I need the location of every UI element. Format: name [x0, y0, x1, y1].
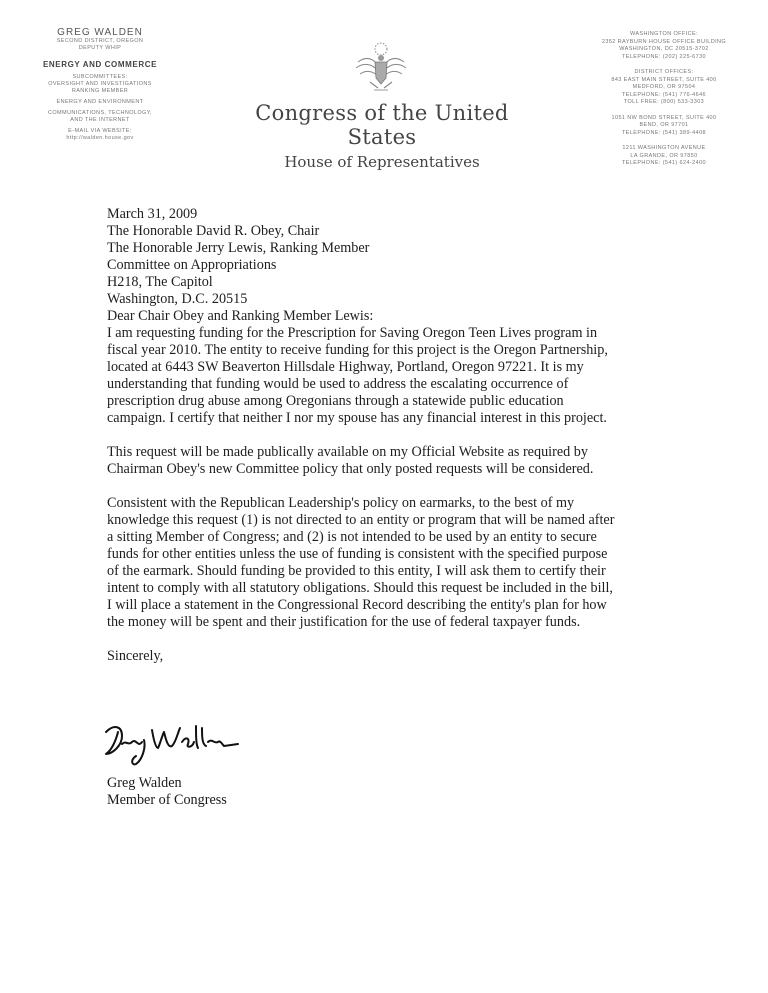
- paragraph-line: fiscal year 2010. The entity to receive funding for this project is the Oregon Partnership,: [107, 342, 608, 358]
- signer-block: [107, 775, 227, 809]
- paragraph-line: located at 6443 SW Beaverton Hillsdale Highway, Portland, Oregon 97221. It is my: [107, 359, 584, 375]
- paragraph-line: prescription drug abuse among Oregonians through a statewide public education: [107, 393, 564, 409]
- paragraph-line: understanding that funding would be used to address the escalating occurrence of: [107, 376, 569, 392]
- address-line: Committee on Appropriations: [107, 257, 277, 273]
- subcommittee-line: OVERSIGHT AND INVESTIGATIONS: [48, 81, 152, 87]
- paragraph-line: I will place a statement in the Congressional Record describing the entity's plan for how: [107, 597, 607, 613]
- office-line: MEDFORD, OR 97504: [632, 84, 696, 90]
- paragraph-line: This request will be made publically available on my Official Website as required by: [107, 444, 588, 460]
- salutation: Dear Chair Obey and Ranking Member Lewis:: [107, 308, 374, 324]
- office-line: LA GRANDE, OR 97850: [630, 152, 698, 159]
- letterhead-left: [20, 27, 180, 142]
- paragraph-line: knowledge this request (1) is not directed to an entity or program that will be named after: [107, 512, 615, 528]
- address-line: The Honorable Jerry Lewis, Ranking Member: [107, 240, 370, 256]
- paragraph-line: of the earmark. Should funding be provided to this entity, I will ask them to certify their: [107, 563, 606, 579]
- office-line: 2352 RAYBURN HOUSE OFFICE BUILDING: [601, 38, 727, 45]
- office-line: WASHINGTON, DC 20515-3702: [619, 46, 709, 52]
- letter-body: [107, 206, 727, 665]
- office-line: 843 EAST MAIN STREET, SUITE 400: [611, 76, 717, 83]
- address-line: The Honorable David R. Obey, Chair: [107, 223, 320, 239]
- subcommittee-line: SUBCOMMITTEES:: [72, 74, 128, 80]
- subcommittee-line: ENERGY AND ENVIRONMENT: [56, 99, 144, 105]
- committee-name: ENERGY AND COMMERCE: [42, 60, 158, 69]
- office-line: BEND, OR 97701: [639, 122, 689, 128]
- office-line: TELEPHONE: (202) 225-6730: [622, 53, 706, 60]
- subcommittee-line: AND THE INTERNET: [70, 117, 130, 123]
- paragraph-line: I am requesting funding for the Prescription for Saving Oregon Teen Lives program in: [107, 325, 598, 341]
- paragraph-line: funds for other entities unless the use of funding is consistent with the specified purpose: [107, 546, 608, 562]
- house-subtitle: House of Representatives: [284, 153, 480, 171]
- paragraph-line: campaign. I certify that neither I nor my spouse has any financial interest in this project.: [107, 410, 607, 426]
- letterhead-title: [222, 101, 542, 171]
- handwritten-signature: [102, 718, 242, 770]
- subcommittee-line: RANKING MEMBER: [71, 88, 129, 94]
- closing: Sincerely,: [107, 648, 164, 664]
- paragraph-line: a sitting Member of Congress; and (2) is not intended to be used by an entity to secure: [107, 529, 597, 545]
- paragraph-line: Chairman Obey's new Committee policy that only posted requests will be considered.: [107, 461, 594, 477]
- office-line: TELEPHONE: (541) 389-4408: [622, 129, 706, 136]
- paragraph-line: intent to comply with all statutory obligations. Should this request be included in the bill,: [107, 580, 613, 596]
- paragraph-line: the money will be spent and their justification for the use of federal taxpayer funds.: [107, 614, 581, 630]
- paragraph-request: [107, 325, 727, 427]
- paragraph-line: Consistent with the Republican Leadership's policy on earmarks, to the best of my: [107, 495, 575, 511]
- address-line: H218, The Capitol: [107, 274, 213, 290]
- congress-title: Congress of the United States: [255, 101, 509, 149]
- member-district: SECOND DISTRICT, OREGON: [56, 38, 144, 44]
- signer-name: Greg Walden: [107, 775, 182, 791]
- office-line: TELEPHONE: (541) 776-4646: [622, 91, 706, 98]
- office-line: DISTRICT OFFICES:: [634, 69, 694, 75]
- website-line: E-MAIL VIA WEBSITE:: [68, 128, 132, 134]
- letterhead-right: [584, 31, 744, 168]
- subcommittee-line: COMMUNICATIONS, TECHNOLOGY,: [47, 110, 152, 116]
- member-name: GREG WALDEN: [57, 27, 143, 38]
- signer-title: Member of Congress: [107, 792, 227, 808]
- office-line: WASHINGTON OFFICE:: [629, 31, 698, 37]
- paragraph-policy: [107, 495, 727, 631]
- paragraph-website: [107, 444, 727, 478]
- office-line: 1211 WASHINGTON AVENUE: [622, 145, 706, 151]
- office-line: TELEPHONE: (541) 624-2400: [622, 160, 706, 166]
- letter-date: March 31, 2009: [107, 206, 198, 222]
- member-role: DEPUTY WHIP: [78, 45, 122, 51]
- office-line: TOLL FREE: (800) 533-3303: [623, 99, 705, 105]
- office-line: 1051 NW BOND STREET, SUITE 400: [611, 114, 717, 121]
- eagle-seal-icon: [352, 40, 410, 96]
- website-line: http://walden.house.gov: [66, 135, 134, 141]
- recipient-address: [107, 223, 727, 308]
- address-line: Washington, D.C. 20515: [107, 291, 248, 307]
